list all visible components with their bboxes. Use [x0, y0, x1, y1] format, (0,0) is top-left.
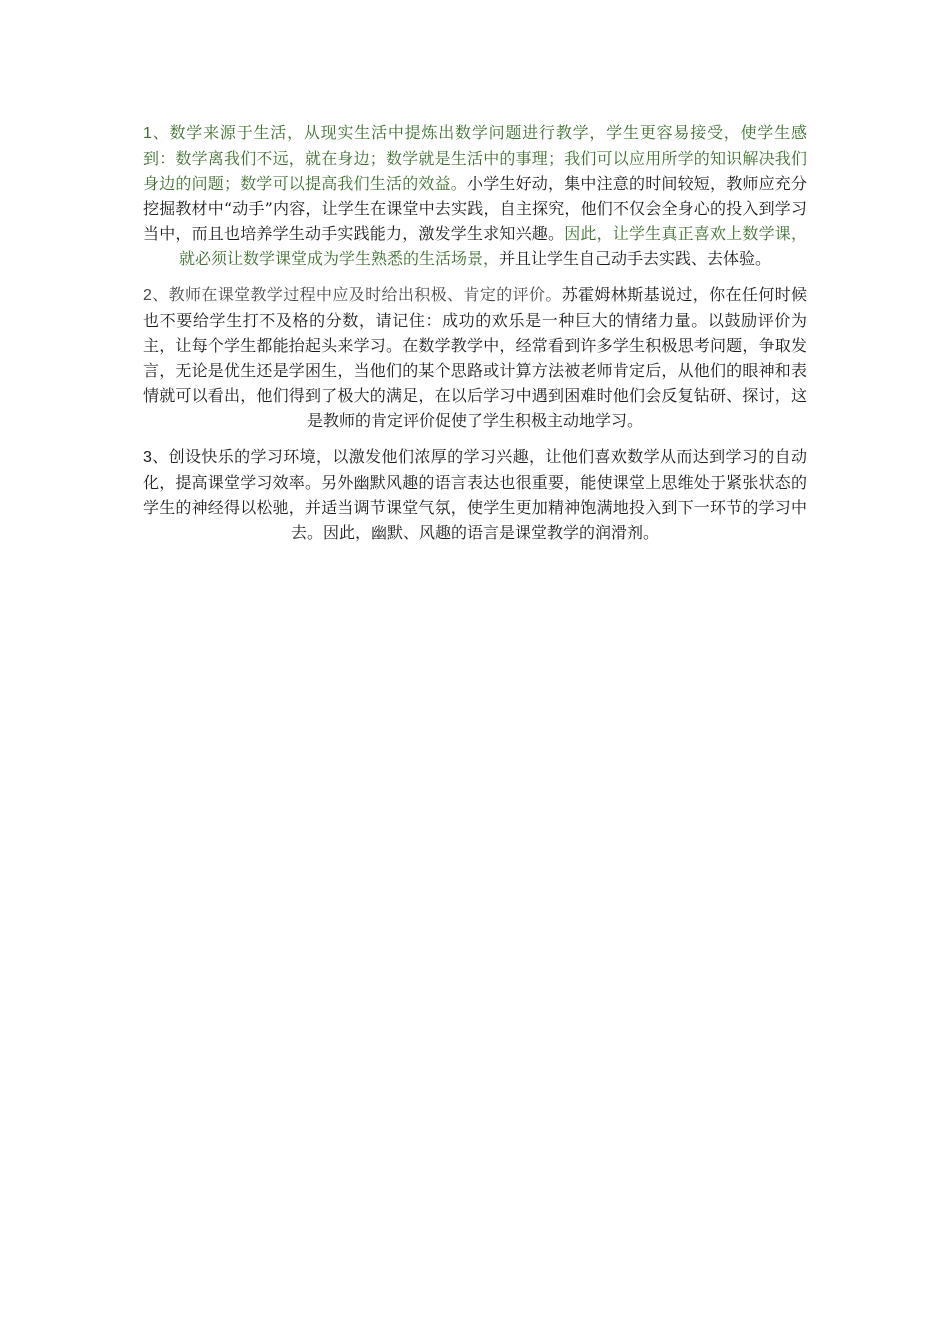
paragraph-text: 苏霍姆林斯基说过，你在任何时候也不要给学生打不及格的分数，请记住：成功的欢乐是一种巨大的情绪力量。以鼓励评价为主，让每个学生都能抬起头来学习。在数学教学中，经常看到许多学生积极思考问题，争取发言，无论是优生还是学困生，当他们的某个思路或计算方法被老师肯定后，从他们的眼神和表情就可以看出，他们得到了极大的满足，在以后学习中遇到困难时他们会反复钻研、探讨，这是教师的肯定评价促使了学生积极主动地学习。 — [143, 285, 807, 430]
paragraph-number: 1 — [143, 125, 152, 142]
paragraph-1 — [143, 120, 807, 271]
paragraph-text: 小学生好动，集中注意的时间较短，教师应充分挖掘教材中“动手”内容，让学生在课堂中去实践，自主探究，他们不仅会全身心的投入到学习当中，而且也培养学生动手实践能力，激发学生求知兴趣。 — [143, 174, 807, 243]
paragraph-number: 2 — [143, 287, 152, 304]
paragraph-2 — [143, 282, 807, 433]
document-body — [143, 120, 807, 556]
paragraph-text: 并且让学生自己动手去实践、去体验。 — [499, 249, 772, 268]
paragraph-3 — [143, 444, 807, 545]
paragraph-number: 3 — [143, 449, 152, 466]
paragraph-text: 因此，让学生真正喜欢上数学课，就必须让数学课堂成为学生熟悉的生活场景， — [178, 224, 807, 268]
paragraph-text: 、创设快乐的学习环境，以激发他们浓厚的学习兴趣，让他们喜欢数学从而达到学习的自动化，提高课堂学习效率。另外幽默风趣的语言表达也很重要，能使课堂上思维处于紧张状态的学生的神经得以松驰，并适当调节课堂气氛，使学生更加精神饱满地投入到下一环节的学习中去。因此，幽默、风趣的语言是课堂教学的润滑剂。 — [143, 447, 807, 542]
paragraph-text: 、数学来源于生活，从现实生活中提炼出数学问题进行教学，学生更容易接受，使学生感到：数学离我们不远，就在身边；数学就是生活中的事理；我们可以应用所学的知识解决我们身边的问题；数学可以提高我们生活的效益。 — [143, 123, 807, 193]
paragraph-text: 、教师在课堂教学过程中应及时给出积极、肯定的评价。 — [151, 285, 562, 304]
